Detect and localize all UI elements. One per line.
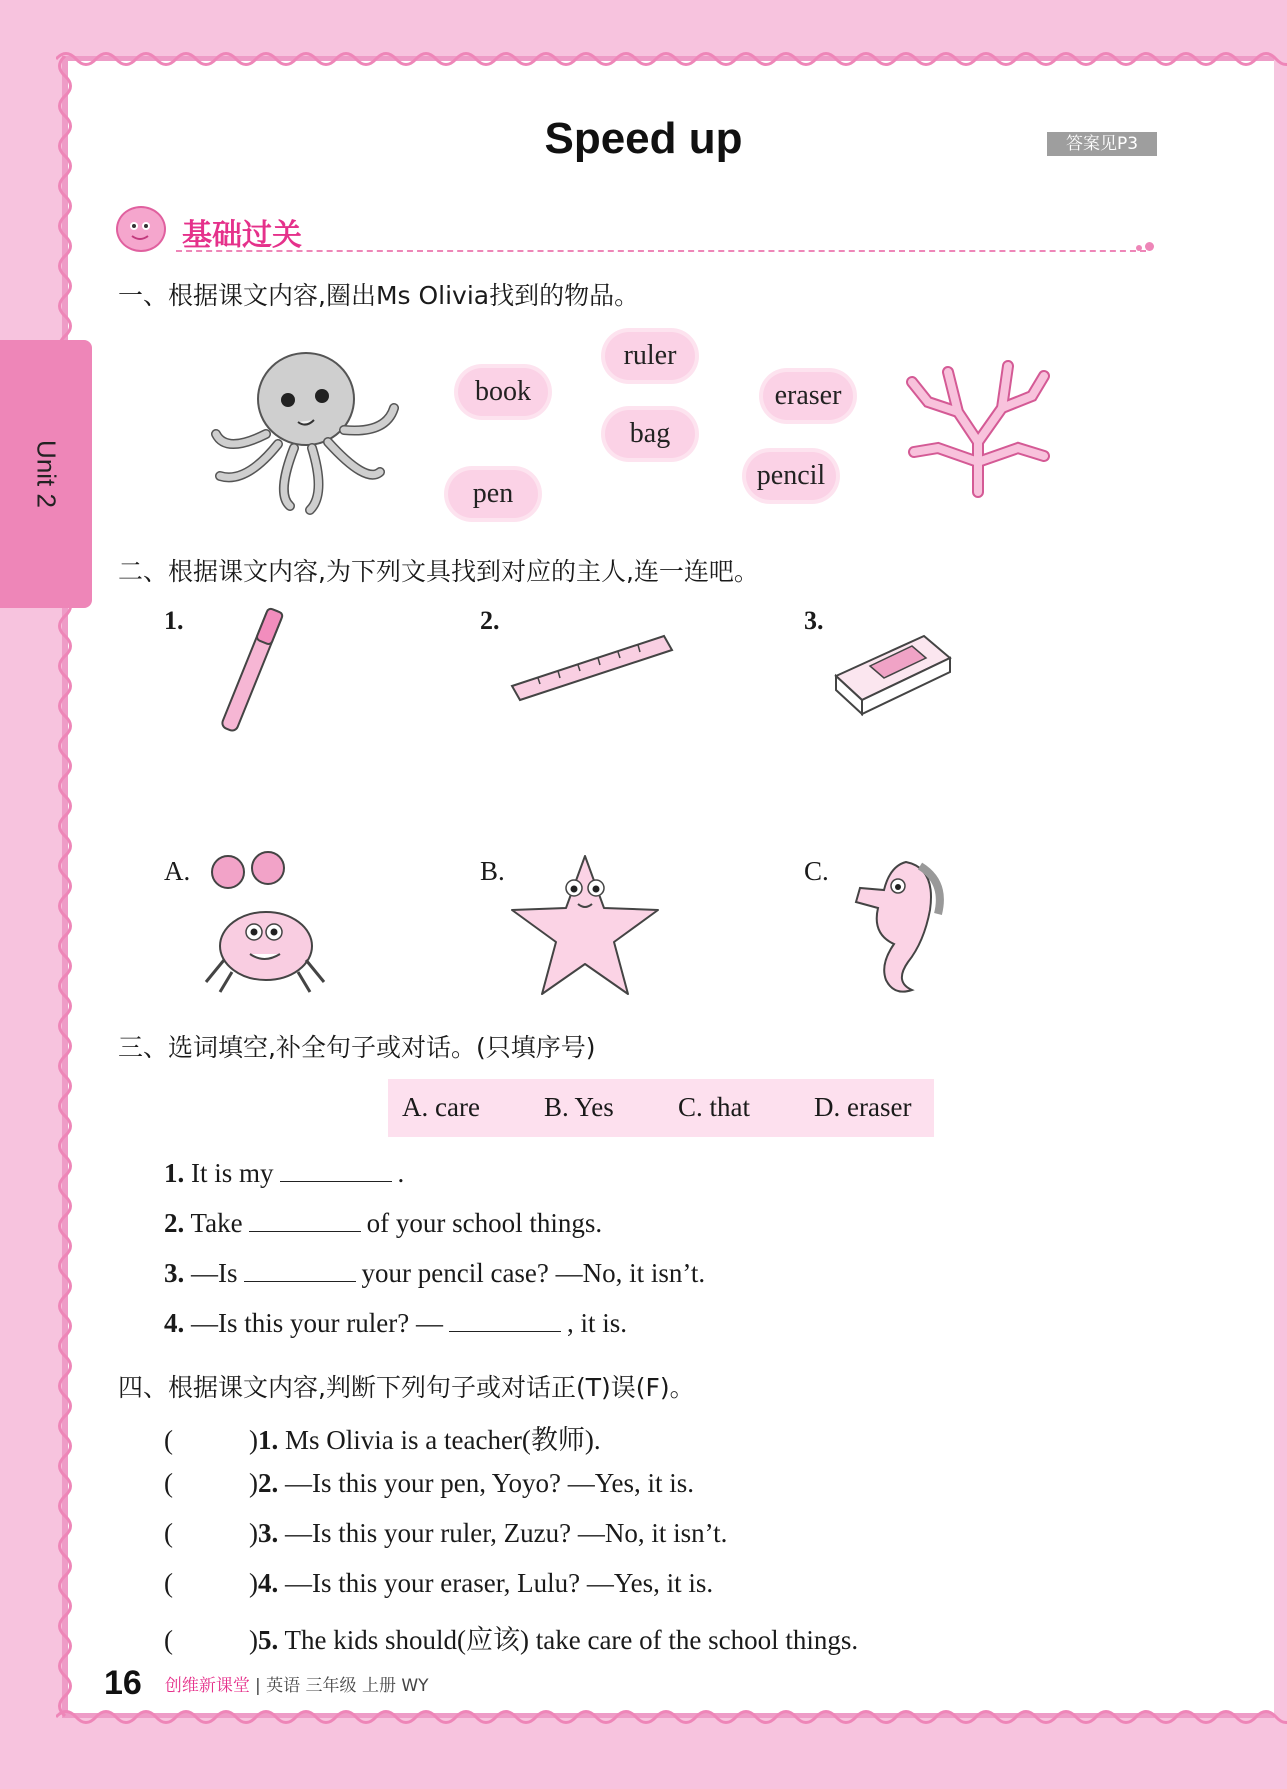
eraser-icon[interactable]	[830, 614, 956, 718]
item-number-1: 1.	[164, 606, 184, 635]
word-cloud-bag[interactable]: bag	[605, 410, 695, 458]
fill-sentence-2: 2. Take of your school things.	[164, 1208, 603, 1238]
ruler-icon[interactable]	[508, 628, 676, 706]
course-info: | 英语 三年级 上册 WY	[255, 1676, 429, 1696]
answer-blank[interactable]	[249, 1209, 361, 1232]
owner-letter-b: B.	[480, 856, 505, 886]
question-2-instruction: 二、根据课文内容,为下列文具找到对应的主人,连一连吧。	[118, 557, 759, 586]
fill-sentence-3: 3. —Is your pencil case? —No, it isn’t.	[164, 1258, 706, 1288]
page-title: Speed up	[544, 114, 743, 163]
word-cloud-pencil[interactable]: pencil	[746, 452, 836, 500]
page-number: 16	[104, 1664, 142, 1702]
option-d: D. eraser	[814, 1092, 912, 1122]
unit-tab	[0, 340, 92, 608]
mascot-icon	[116, 206, 166, 252]
question-4-instruction: 四、根据课文内容,判断下列句子或对话正(T)误(F)。	[118, 1373, 695, 1402]
item-number-3: 3.	[804, 606, 824, 635]
word-options-box	[388, 1079, 934, 1137]
fill-sentence-4: 4. —Is this your ruler? — , it is.	[164, 1308, 627, 1338]
owner-letter-a: A.	[164, 856, 191, 886]
word-cloud-eraser[interactable]: eraser	[763, 372, 853, 420]
answer-reference: 答案见P3	[1047, 132, 1157, 156]
section-divider	[176, 250, 1146, 252]
crab-icon[interactable]	[196, 850, 336, 996]
coral-icon	[898, 352, 1058, 500]
section-label: 基础过关	[182, 218, 302, 253]
section-header	[116, 204, 1161, 256]
question-3-instruction: 三、选词填空,补全句子或对话。(只填序号)	[118, 1033, 596, 1062]
option-c: C. that	[678, 1092, 750, 1122]
answer-blank[interactable]	[280, 1159, 392, 1182]
item-number-2: 2.	[480, 606, 500, 635]
word-cloud-book[interactable]: book	[458, 368, 548, 416]
owner-letter-c: C.	[804, 856, 829, 886]
seahorse-icon[interactable]	[850, 852, 950, 998]
true-false-row-2: ( )2. —Is this your pen, Yoyo? —Yes, it is.	[164, 1468, 695, 1498]
unit-tab-label: Unit 2	[31, 440, 62, 508]
true-false-row-3: ( )3. —Is this your ruler, Zuzu? —No, it isn’t.	[164, 1518, 728, 1548]
true-false-row-5: ( )5. The kids should(应该) take care of the school things.	[164, 1625, 859, 1655]
question-1-instruction: 一、根据课文内容,圈出Ms Olivia找到的物品。	[118, 281, 640, 310]
starfish-icon[interactable]	[510, 852, 660, 998]
decorative-dots-icon	[1136, 236, 1157, 255]
word-cloud-pen[interactable]: pen	[448, 470, 538, 518]
octopus-icon	[206, 344, 406, 516]
answer-blank[interactable]	[244, 1259, 356, 1282]
true-false-row-4: ( )4. —Is this your eraser, Lulu? —Yes, it is.	[164, 1568, 714, 1598]
true-false-row-1: ( )1. Ms Olivia is a teacher(教师).	[164, 1425, 601, 1455]
word-cloud-ruler[interactable]: ruler	[605, 332, 695, 380]
pen-icon[interactable]	[210, 602, 294, 738]
fill-sentence-1: 1. It is my .	[164, 1158, 405, 1188]
option-b: B. Yes	[544, 1092, 614, 1122]
brand-name: 创维新课堂	[164, 1676, 250, 1696]
answer-blank[interactable]	[449, 1309, 561, 1332]
option-a: A. care	[402, 1092, 480, 1122]
page-footer	[104, 1664, 429, 1703]
